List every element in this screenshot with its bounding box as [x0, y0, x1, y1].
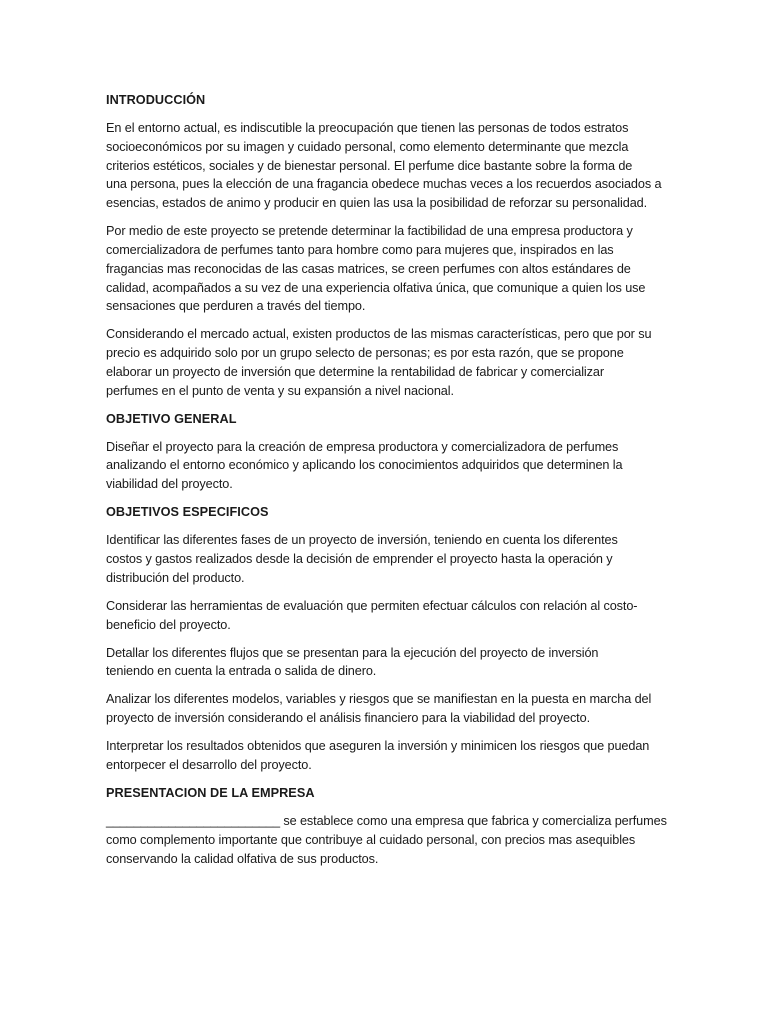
- company-presentation-paragraph: [106, 812, 666, 868]
- text-line: socioeconómicos por su imagen y cuidado personal, como elemento determinante que mezcla: [106, 139, 629, 154]
- text-line: viabilidad del proyecto.: [106, 477, 233, 492]
- introduction-heading: INTRODUCCIÓN: [106, 93, 206, 107]
- specific-objective-4: [106, 690, 666, 728]
- text-line: esencias, estados de animo y producir en quien las usa la posibilidad de reforzar su personalidad.: [106, 196, 648, 211]
- document-body: [106, 91, 666, 878]
- text-line: Considerar las herramientas de evaluación que permiten efectuar cálculos con relación al costo-: [106, 598, 638, 613]
- text-line: una persona, pues la elección de una fragancia obedece muchas veces a los recuerdos asociados a: [106, 177, 662, 192]
- company-name-blank: _________________________: [106, 813, 280, 828]
- text-line: analizando el entorno económico y aplicando los conocimientos adquiridos que determinen la: [106, 458, 623, 473]
- text-line: elaborar un proyecto de inversión que determine la rentabilidad de fabricar y comercializar: [106, 364, 604, 379]
- text-line: Por medio de este proyecto se pretende determinar la factibilidad de una empresa productora y: [106, 224, 633, 239]
- introduction-paragraph-1: [106, 119, 666, 213]
- text-line: comercializadora de perfumes tanto para hombre como para mujeres que, inspirados en las: [106, 242, 614, 257]
- specific-objectives-heading-block: [106, 503, 666, 522]
- company-presentation-heading-block: [106, 784, 666, 803]
- general-objective-heading: OBJETIVO GENERAL: [106, 411, 237, 426]
- company-first-line-text: se establece como una empresa que fabrica y comercializa perfumes: [279, 813, 667, 828]
- specific-objective-5: [106, 737, 666, 775]
- introduction-paragraph-3: [106, 325, 666, 400]
- text-line: criterios estéticos, sociales y de bienestar personal. El perfume dice bastante sobre la forma de: [106, 158, 633, 173]
- specific-objective-2: [106, 597, 666, 635]
- text-line: beneficio del proyecto.: [106, 617, 231, 632]
- text-line: sensaciones que perduren a través del tiempo.: [106, 299, 366, 314]
- text-line: teniendo en cuenta la entrada o salida de dinero.: [106, 664, 377, 679]
- text-line: proyecto de inversión considerando el análisis financiero para la viabilidad del proyecto.: [106, 711, 590, 726]
- general-objective-paragraph: [106, 438, 666, 494]
- text-line: como complemento importante que contribuye al cuidado personal, con precios mas asequibles: [106, 832, 636, 847]
- specific-objectives-heading: OBJETIVOS ESPECIFICOS: [106, 505, 269, 520]
- text-line: entorpecer el desarrollo del proyecto.: [106, 757, 312, 772]
- text-line: En el entorno actual, es indiscutible la preocupación que tienen las personas de todos estratos: [106, 120, 629, 135]
- text-line: conservando la calidad olfativa de sus productos.: [106, 851, 379, 866]
- text-line: Considerando el mercado actual, existen productos de las mismas características, pero que por su: [106, 327, 652, 342]
- specific-objective-1: [106, 531, 666, 587]
- company-presentation-heading: PRESENTACION DE LA EMPRESA: [106, 785, 315, 800]
- text-line: perfumes en el punto de venta y su expansión a nivel nacional.: [106, 383, 454, 398]
- specific-objective-3: [106, 644, 666, 682]
- introduction-heading-block: [106, 91, 666, 110]
- text-line: Detallar los diferentes flujos que se presentan para la ejecución del proyecto de inversión: [106, 645, 599, 660]
- text-line: Diseñar el proyecto para la creación de empresa productora y comercializadora de perfumes: [106, 439, 619, 454]
- text-line: Analizar los diferentes modelos, variables y riesgos que se manifiestan en la puesta en marcha del: [106, 692, 652, 707]
- text-line: precio es adquirido solo por un grupo selecto de personas; es por esta razón, que se propone: [106, 346, 624, 361]
- text-line: calidad, acompañados a su vez de una experiencia olfativa única, que comunique a quien los use: [106, 280, 646, 295]
- introduction-paragraph-2: [106, 222, 666, 316]
- text-line: [106, 812, 666, 831]
- text-line: costos y gastos realizados desde la decisión de emprender el proyecto hasta la operación y: [106, 552, 613, 567]
- text-line: Identificar las diferentes fases de un proyecto de inversión, teniendo en cuenta los diferentes: [106, 533, 618, 548]
- text-line: Interpretar los resultados obtenidos que aseguren la inversión y minimicen los riesgos que puedan: [106, 739, 650, 754]
- text-line: distribución del producto.: [106, 570, 245, 585]
- general-objective-heading-block: [106, 410, 666, 429]
- text-line: fragancias mas reconocidas de las casas matrices, se creen perfumes con altos estándares de: [106, 261, 631, 276]
